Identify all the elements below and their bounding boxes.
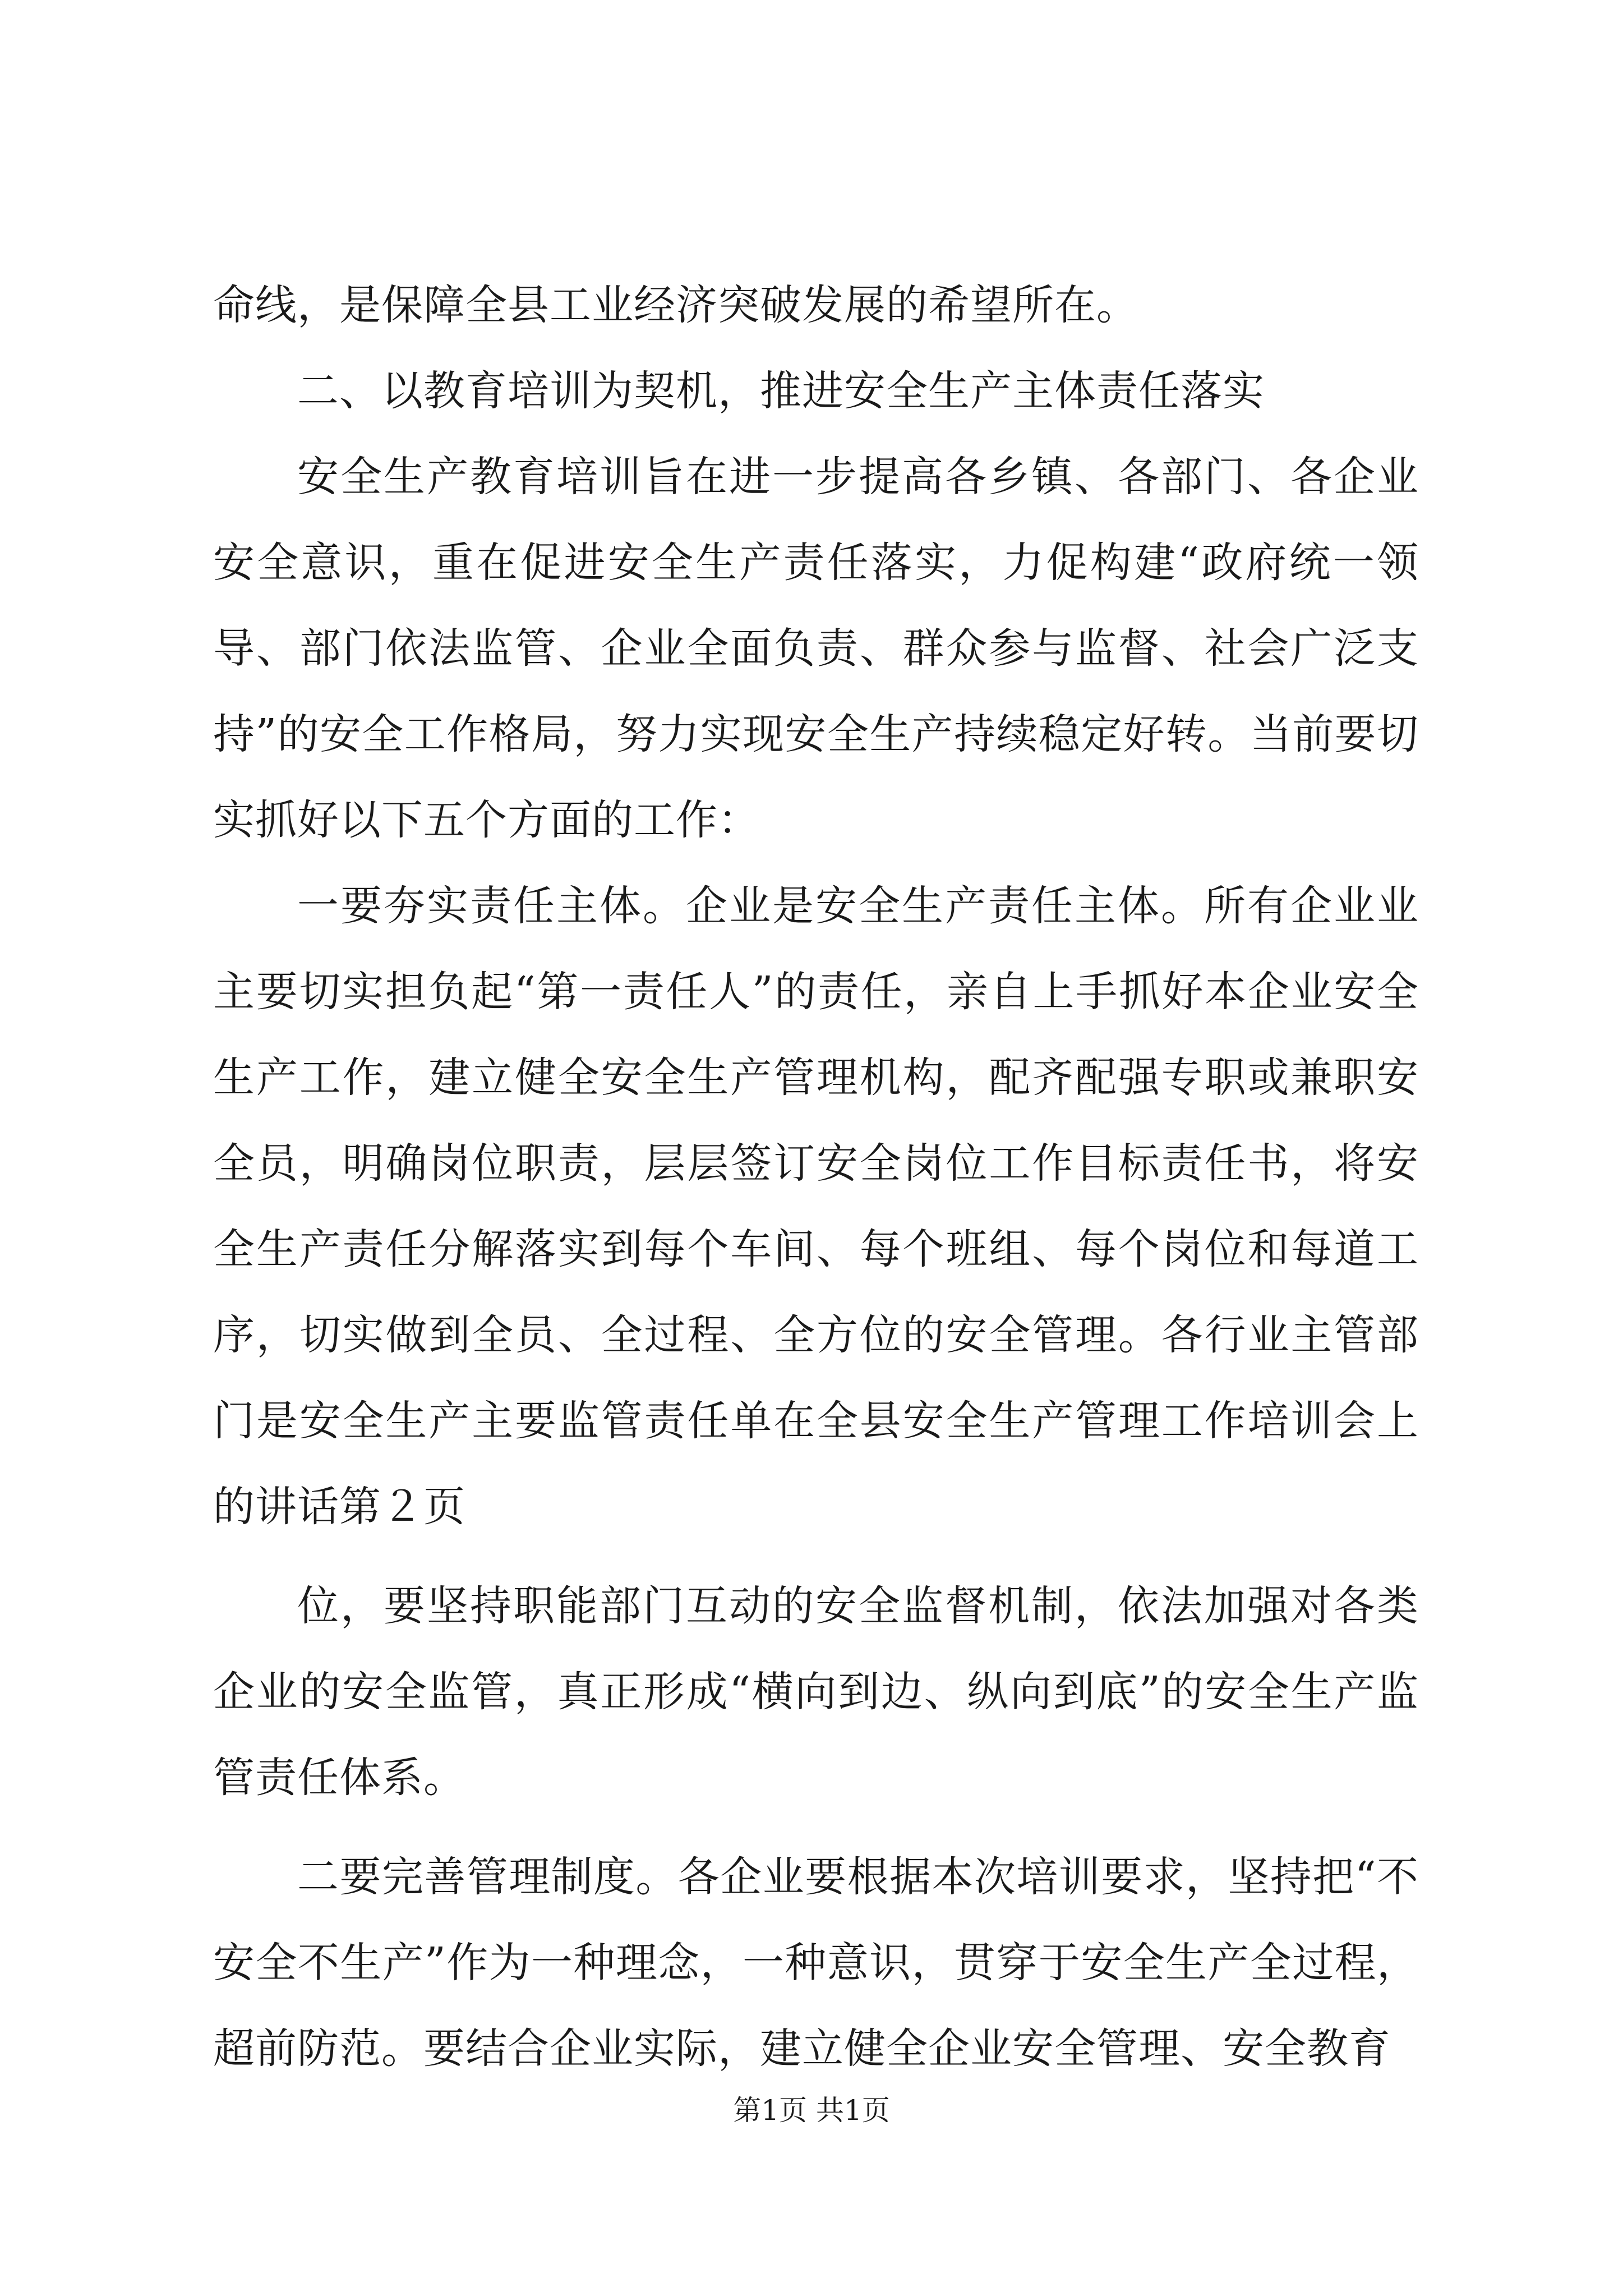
document-body bbox=[213, 263, 1419, 2092]
paragraph-supervision: 位，要坚持职能部门互动的安全监督机制，依法加强对各类企业的安全监管，真正形成“横向到边、纵向到底”的安全生产监管责任体系。 bbox=[213, 1582, 1419, 1802]
paragraph-management: 二要完善管理制度。各企业要根据本次培训要求，坚持把“不安全不生产”作为一种理念，一种意识，贯穿于安全生产全过程，超前防范。要结合企业实际，建立健全企业安全管理、安全教育 bbox=[213, 1853, 1419, 2073]
paragraph-continuation: 命线，是保障全县工业经济突破发展的希望所在。 bbox=[213, 281, 1138, 329]
paragraph-responsibility: 一要夯实责任主体。企业是安全生产责任主体。所有企业业主要切实担负起“第一责任人”的责任，亲自上手抓好本企业安全生产工作，建立健全安全生产管理机构，配齐配强专职或兼职安全员，明确岗位职责，层层签订安全岗位工作目标责任书，将安全生产责任分解落实到每个车间、每个班组、每个岗位和每道工序，切实做到全员、全过程、全方位的安全管理。各行业主管部门是安全生产主要监管责任单在全县安全生产管理工作培训会上的讲话第２页 bbox=[213, 882, 1419, 1531]
paragraph-intro: 安全生产教育培训旨在进一步提高各乡镇、各部门、各企业安全意识，重在促进安全生产责任落实，力促构建“政府统一领导、部门依法监管、企业全面负责、群众参与监督、社会广泛支持”的安全工作格局，努力实现安全生产持续稳定好转。当前要切实抓好以下五个方面的工作： bbox=[213, 453, 1419, 844]
page-footer: 第1页 共1页 bbox=[733, 2094, 890, 2127]
section-heading: 二、以教育培训为契机，推进安全生产主体责任落实 bbox=[297, 367, 1265, 415]
